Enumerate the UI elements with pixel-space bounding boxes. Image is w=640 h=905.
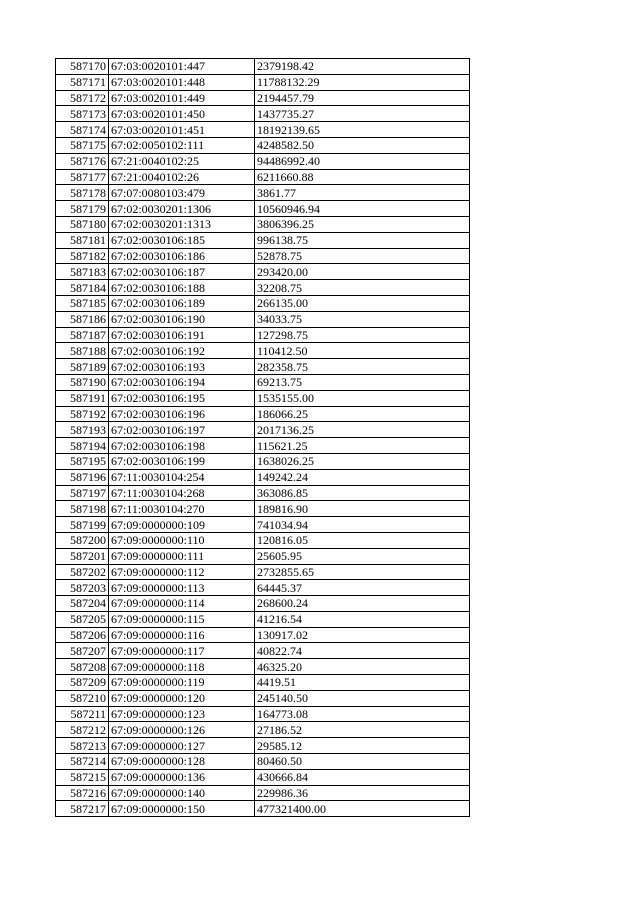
cadastral-value-cell: 1535155.00 xyxy=(255,390,470,406)
cadastral-value-cell: 52878.75 xyxy=(255,248,470,264)
table-row xyxy=(56,74,470,90)
row-id-cell: 587181 xyxy=(56,232,109,248)
cadastral-number-cell: 67:11:0030104:270 xyxy=(109,501,255,517)
cadastral-value-cell: 1437735.27 xyxy=(255,106,470,122)
cadastral-value-cell: 430666.84 xyxy=(255,769,470,785)
cadastral-number-cell: 67:09:0000000:150 xyxy=(109,801,255,817)
row-id-cell: 587180 xyxy=(56,216,109,232)
table-row xyxy=(56,390,470,406)
table-row xyxy=(56,406,470,422)
row-id-cell: 587210 xyxy=(56,690,109,706)
row-id-cell: 587197 xyxy=(56,485,109,501)
cadastral-number-cell: 67:03:0020101:449 xyxy=(109,90,255,106)
cadastral-number-cell: 67:09:0000000:136 xyxy=(109,769,255,785)
table-row xyxy=(56,754,470,770)
cadastral-value-cell: 46325.20 xyxy=(255,659,470,675)
row-id-cell: 587194 xyxy=(56,438,109,454)
row-id-cell: 587216 xyxy=(56,785,109,801)
cadastral-value-cell: 245140.50 xyxy=(255,690,470,706)
row-id-cell: 587198 xyxy=(56,501,109,517)
cadastral-number-cell: 67:09:0000000:140 xyxy=(109,785,255,801)
table-row xyxy=(56,201,470,217)
cadastral-value-cell: 6211660.88 xyxy=(255,169,470,185)
row-id-cell: 587182 xyxy=(56,248,109,264)
cadastral-number-cell: 67:02:0030106:194 xyxy=(109,374,255,390)
cadastral-number-cell: 67:02:0030106:190 xyxy=(109,311,255,327)
cadastral-value-cell: 127298.75 xyxy=(255,327,470,343)
table-row xyxy=(56,675,470,691)
table-row xyxy=(56,153,470,169)
cadastral-value-cell: 268600.24 xyxy=(255,596,470,612)
cadastral-number-cell: 67:09:0000000:113 xyxy=(109,580,255,596)
cadastral-number-cell: 67:02:0030106:185 xyxy=(109,232,255,248)
row-id-cell: 587171 xyxy=(56,74,109,90)
table-row xyxy=(56,517,470,533)
cadastral-value-cell: 80460.50 xyxy=(255,754,470,770)
table-row xyxy=(56,801,470,817)
cadastral-number-cell: 67:02:0050102:111 xyxy=(109,137,255,153)
cadastral-value-cell: 115621.25 xyxy=(255,438,470,454)
cadastral-number-cell: 67:02:0030106:188 xyxy=(109,280,255,296)
cadastral-value-cell: 27186.52 xyxy=(255,722,470,738)
cadastral-value-cell: 2732855.65 xyxy=(255,564,470,580)
cadastral-number-cell: 67:09:0000000:120 xyxy=(109,690,255,706)
table-row xyxy=(56,785,470,801)
cadastral-number-cell: 67:02:0030106:189 xyxy=(109,295,255,311)
row-id-cell: 587179 xyxy=(56,201,109,217)
table-row xyxy=(56,469,470,485)
table-row xyxy=(56,374,470,390)
row-id-cell: 587190 xyxy=(56,374,109,390)
cadastral-value-cell: 186066.25 xyxy=(255,406,470,422)
table-row xyxy=(56,659,470,675)
row-id-cell: 587175 xyxy=(56,137,109,153)
cadastral-number-cell: 67:02:0030106:196 xyxy=(109,406,255,422)
cadastral-value-cell: 120816.05 xyxy=(255,532,470,548)
cadastral-number-cell: 67:03:0020101:448 xyxy=(109,74,255,90)
cadastral-number-cell: 67:02:0030106:186 xyxy=(109,248,255,264)
row-id-cell: 587195 xyxy=(56,453,109,469)
cadastral-number-cell: 67:09:0000000:123 xyxy=(109,706,255,722)
cadastral-value-cell: 11788132.29 xyxy=(255,74,470,90)
row-id-cell: 587211 xyxy=(56,706,109,722)
cadastral-number-cell: 67:09:0000000:126 xyxy=(109,722,255,738)
cadastral-number-cell: 67:07:0080103:479 xyxy=(109,185,255,201)
table-row xyxy=(56,311,470,327)
row-id-cell: 587207 xyxy=(56,643,109,659)
cadastral-value-cell: 69213.75 xyxy=(255,374,470,390)
table-row xyxy=(56,611,470,627)
cadastral-value-cell: 10560946.94 xyxy=(255,201,470,217)
cadastral-value-cell: 293420.00 xyxy=(255,264,470,280)
row-id-cell: 587208 xyxy=(56,659,109,675)
row-id-cell: 587205 xyxy=(56,611,109,627)
row-id-cell: 587199 xyxy=(56,517,109,533)
table-row xyxy=(56,501,470,517)
row-id-cell: 587189 xyxy=(56,359,109,375)
row-id-cell: 587173 xyxy=(56,106,109,122)
cadastral-number-cell: 67:03:0020101:447 xyxy=(109,59,255,75)
table-row xyxy=(56,438,470,454)
cadastral-value-cell: 32208.75 xyxy=(255,280,470,296)
cadastral-value-cell: 229986.36 xyxy=(255,785,470,801)
cadastral-number-cell: 67:02:0030106:187 xyxy=(109,264,255,280)
cadastral-number-cell: 67:09:0000000:118 xyxy=(109,659,255,675)
cadastral-number-cell: 67:09:0000000:114 xyxy=(109,596,255,612)
cadastral-number-cell: 67:02:0030106:192 xyxy=(109,343,255,359)
row-id-cell: 587177 xyxy=(56,169,109,185)
table-row xyxy=(56,232,470,248)
cadastral-value-cell: 34033.75 xyxy=(255,311,470,327)
row-id-cell: 587209 xyxy=(56,675,109,691)
table-row xyxy=(56,295,470,311)
cadastral-value-cell: 3861.77 xyxy=(255,185,470,201)
cadastral-value-cell: 189816.90 xyxy=(255,501,470,517)
table-row xyxy=(56,264,470,280)
cadastral-number-cell: 67:02:0030106:199 xyxy=(109,453,255,469)
row-id-cell: 587192 xyxy=(56,406,109,422)
cadastral-value-cell: 1638026.25 xyxy=(255,453,470,469)
table-row xyxy=(56,216,470,232)
table-row xyxy=(56,280,470,296)
row-id-cell: 587193 xyxy=(56,422,109,438)
table-row xyxy=(56,532,470,548)
cadastral-number-cell: 67:02:0030106:195 xyxy=(109,390,255,406)
table-row xyxy=(56,643,470,659)
cadastral-value-cell: 110412.50 xyxy=(255,343,470,359)
table-row xyxy=(56,343,470,359)
row-id-cell: 587184 xyxy=(56,280,109,296)
cadastral-number-cell: 67:09:0000000:128 xyxy=(109,754,255,770)
cadastral-number-cell: 67:02:0030201:1313 xyxy=(109,216,255,232)
row-id-cell: 587203 xyxy=(56,580,109,596)
table-row xyxy=(56,548,470,564)
cadastral-value-cell: 164773.08 xyxy=(255,706,470,722)
cadastral-value-cell: 4248582.50 xyxy=(255,137,470,153)
cadastral-number-cell: 67:09:0000000:119 xyxy=(109,675,255,691)
table-row xyxy=(56,706,470,722)
row-id-cell: 587187 xyxy=(56,327,109,343)
table-row xyxy=(56,359,470,375)
cadastral-value-cell: 282358.75 xyxy=(255,359,470,375)
cadastral-value-cell: 29585.12 xyxy=(255,738,470,754)
cadastral-number-cell: 67:09:0000000:127 xyxy=(109,738,255,754)
cadastral-number-cell: 67:09:0000000:109 xyxy=(109,517,255,533)
table-row xyxy=(56,769,470,785)
cadastral-value-cell: 2017136.25 xyxy=(255,422,470,438)
row-id-cell: 587186 xyxy=(56,311,109,327)
cadastral-number-cell: 67:09:0000000:111 xyxy=(109,548,255,564)
cadastral-value-cell: 996138.75 xyxy=(255,232,470,248)
row-id-cell: 587215 xyxy=(56,769,109,785)
cadastral-number-cell: 67:02:0030106:198 xyxy=(109,438,255,454)
cadastral-number-cell: 67:09:0000000:117 xyxy=(109,643,255,659)
table-row xyxy=(56,185,470,201)
table-row xyxy=(56,690,470,706)
cadastral-value-cell: 363086.85 xyxy=(255,485,470,501)
table-row xyxy=(56,122,470,138)
table-row xyxy=(56,59,470,75)
table-row xyxy=(56,422,470,438)
cadastral-number-cell: 67:09:0000000:116 xyxy=(109,627,255,643)
cadastral-value-cell: 130917.02 xyxy=(255,627,470,643)
row-id-cell: 587174 xyxy=(56,122,109,138)
row-id-cell: 587178 xyxy=(56,185,109,201)
row-id-cell: 587206 xyxy=(56,627,109,643)
cadastral-value-cell: 41216.54 xyxy=(255,611,470,627)
row-id-cell: 587214 xyxy=(56,754,109,770)
cadastral-number-cell: 67:11:0030104:254 xyxy=(109,469,255,485)
cadastral-number-cell: 67:02:0030106:197 xyxy=(109,422,255,438)
row-id-cell: 587188 xyxy=(56,343,109,359)
row-id-cell: 587212 xyxy=(56,722,109,738)
table-row xyxy=(56,137,470,153)
cadastral-value-cell: 3806396.25 xyxy=(255,216,470,232)
cadastral-value-cell: 266135.00 xyxy=(255,295,470,311)
table-row xyxy=(56,580,470,596)
cadastral-number-cell: 67:03:0020101:451 xyxy=(109,122,255,138)
cadastral-value-cell: 64445.37 xyxy=(255,580,470,596)
cadastral-number-cell: 67:02:0030106:193 xyxy=(109,359,255,375)
row-id-cell: 587202 xyxy=(56,564,109,580)
cadastral-value-cell: 477321400.00 xyxy=(255,801,470,817)
cadastral-number-cell: 67:03:0020101:450 xyxy=(109,106,255,122)
table-row xyxy=(56,596,470,612)
cadastral-value-cell: 149242.24 xyxy=(255,469,470,485)
cadastral-number-cell: 67:09:0000000:112 xyxy=(109,564,255,580)
table-row xyxy=(56,564,470,580)
table-row xyxy=(56,627,470,643)
row-id-cell: 587172 xyxy=(56,90,109,106)
table-row xyxy=(56,722,470,738)
row-id-cell: 587196 xyxy=(56,469,109,485)
cadastral-number-cell: 67:21:0040102:26 xyxy=(109,169,255,185)
row-id-cell: 587217 xyxy=(56,801,109,817)
cadastral-value-cell: 741034.94 xyxy=(255,517,470,533)
cadastral-value-cell: 18192139.65 xyxy=(255,122,470,138)
row-id-cell: 587200 xyxy=(56,532,109,548)
cadastral-number-cell: 67:11:0030104:268 xyxy=(109,485,255,501)
table-body xyxy=(56,59,470,817)
table-row xyxy=(56,106,470,122)
cadastral-value-cell: 94486992.40 xyxy=(255,153,470,169)
cadastral-number-cell: 67:09:0000000:110 xyxy=(109,532,255,548)
row-id-cell: 587170 xyxy=(56,59,109,75)
table-row xyxy=(56,169,470,185)
cadastral-value-cell: 25605.95 xyxy=(255,548,470,564)
cadastral-number-cell: 67:09:0000000:115 xyxy=(109,611,255,627)
cadastral-value-cell: 40822.74 xyxy=(255,643,470,659)
table-row xyxy=(56,485,470,501)
cadastral-number-cell: 67:02:0030201:1306 xyxy=(109,201,255,217)
row-id-cell: 587213 xyxy=(56,738,109,754)
row-id-cell: 587191 xyxy=(56,390,109,406)
row-id-cell: 587204 xyxy=(56,596,109,612)
table-row xyxy=(56,327,470,343)
row-id-cell: 587201 xyxy=(56,548,109,564)
cadastral-value-cell: 4419.51 xyxy=(255,675,470,691)
cadastral-value-cell: 2379198.42 xyxy=(255,59,470,75)
table-row xyxy=(56,453,470,469)
cadastral-number-cell: 67:02:0030106:191 xyxy=(109,327,255,343)
row-id-cell: 587185 xyxy=(56,295,109,311)
table-row xyxy=(56,738,470,754)
cadastral-value-cell: 2194457.79 xyxy=(255,90,470,106)
table-row xyxy=(56,248,470,264)
row-id-cell: 587176 xyxy=(56,153,109,169)
row-id-cell: 587183 xyxy=(56,264,109,280)
table-row xyxy=(56,90,470,106)
cadastral-number-cell: 67:21:0040102:25 xyxy=(109,153,255,169)
cadastral-value-table xyxy=(55,58,470,817)
